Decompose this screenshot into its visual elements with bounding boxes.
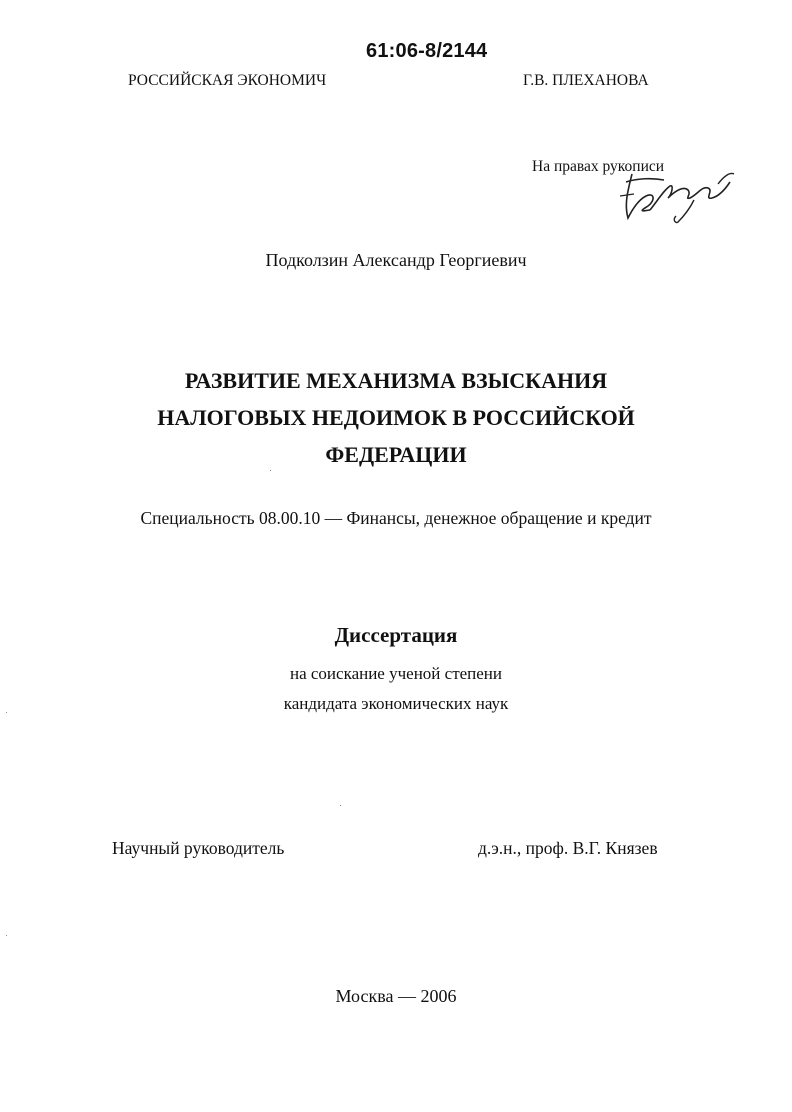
- specialty-line: Специальность 08.00.10 — Финансы, денежное обращение и кредит: [140, 508, 652, 528]
- dissertation-title: [0, 362, 792, 473]
- manuscript-note: На правах рукописи: [532, 158, 665, 175]
- supervisor-name: д.э.н., проф. В.Г. Князев: [478, 838, 658, 858]
- title-line-1: РАЗВИТИЕ МЕХАНИЗМА ВЗЫСКАНИЯ: [184, 368, 608, 393]
- place-and-year: Москва — 2006: [335, 986, 457, 1006]
- degree-line-2: кандидата экономических наук: [283, 694, 509, 713]
- title-line-2: НАЛОГОВЫХ НЕДОИМОК В РОССИЙСКОЙ: [157, 405, 635, 430]
- supervisor-label: Научный руководитель: [112, 838, 285, 858]
- dissertation-heading: Диссертация: [334, 623, 458, 647]
- author-signature: [598, 160, 738, 230]
- scan-speck: [340, 805, 341, 806]
- author-name: Подколзин Александр Георгиевич: [265, 250, 527, 270]
- scan-speck: [6, 712, 7, 713]
- scan-gap: [333, 68, 523, 94]
- degree-line-1: на соискание ученой степени: [289, 664, 503, 683]
- registration-stamp: 61:06-8/2144: [366, 40, 488, 62]
- scan-speck: [6, 935, 7, 936]
- title-line-3: ФЕДЕРАЦИИ: [325, 442, 467, 467]
- scan-speck: [270, 470, 271, 471]
- university-name-left: РОССИЙСКАЯ ЭКОНОМИЧ: [128, 72, 327, 89]
- university-name-right: Г.В. ПЛЕХАНОВА: [523, 72, 649, 89]
